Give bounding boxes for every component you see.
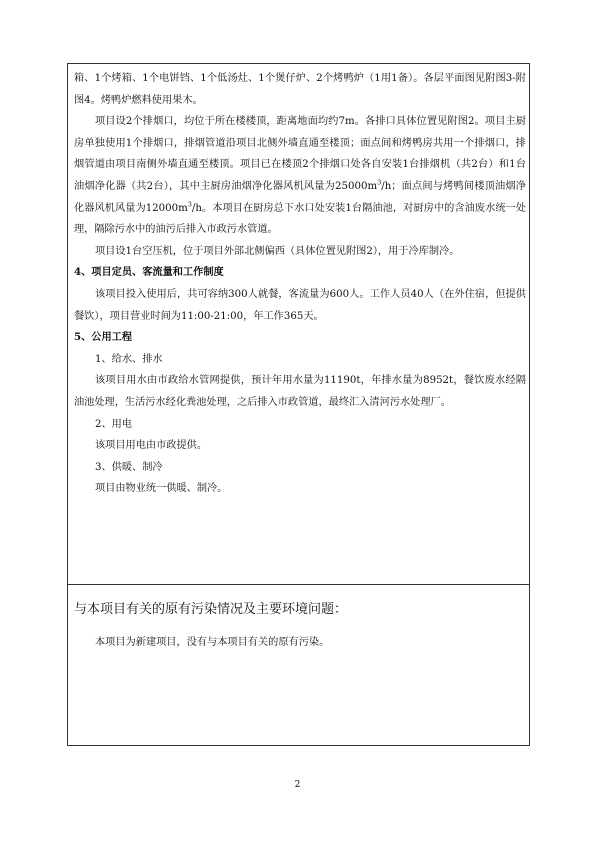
content-table bbox=[67, 63, 530, 746]
exhaust-text-c: /h。本项目在厨房总下水口处安装1台隔油池，对厨房中的含油废水统一处理，隔除污水中的油污后排入市政污水管道。 bbox=[74, 202, 526, 236]
paragraph-staffing: 该项目投入使用后，共可容纳300人就餐，客流量为600人。工作人员40人（在外住宿，但提供餐饮），项目营业时间为11:00-21:00，年工作365天。 bbox=[74, 288, 526, 322]
pollution-section-body: 本项目为新建项目，没有与本项目有关的原有污染。 bbox=[95, 637, 330, 648]
unit-superscript-1: 3 bbox=[377, 178, 382, 187]
unit-superscript-2: 3 bbox=[187, 200, 192, 209]
pollution-section-title: 与本项目有关的原有污染情况及主要环境问题： bbox=[74, 602, 348, 617]
page-number: 2 bbox=[294, 780, 301, 790]
exhaust-text-a: 项目设2个排烟口，均位于所在楼楼顶，距离地面均约7m。各排口具体位置见附图2。项目主厨房单独使用1个排烟口，排烟管道沿项目北侧外墙直通至楼顶；面点间和烤鸭房共用一个排烟口，排烟管道由项目南侧外墙直通至楼顶。项目已在楼顶2个排烟口处各自安装1台排烟机（共2台）和1台油烟净化器（共2台），其中主厨房油烟净化器风机风量为25000m bbox=[74, 116, 526, 192]
paragraph-compressor: 项目设1台空压机，位于项目外部北侧偏西（具体位置见附图2），用于冷库制冷。 bbox=[95, 245, 460, 257]
paragraph-heating: 项目由物业统一供暖、制冷。 bbox=[95, 483, 228, 495]
paragraph-electricity: 该项目用电由市政提供。 bbox=[95, 440, 208, 452]
project-description-section bbox=[74, 68, 526, 500]
subheading-water: 1、给水、排水 bbox=[95, 353, 163, 365]
heading-staffing: 4、项目定员、客流量和工作制度 bbox=[74, 266, 224, 279]
paragraph-exhaust bbox=[74, 111, 526, 241]
subheading-heating: 3、供暖、制冷 bbox=[95, 461, 163, 473]
section-divider bbox=[68, 584, 529, 585]
paragraph-water: 该项目用水由市政给水管网提供，预计年用水量为11190t，年排水量为8952t，餐饮废水经隔油池处理，生活污水经化粪池处理，之后排入市政管道，最终汇入清河污水处理厂。 bbox=[74, 375, 526, 408]
subheading-electricity: 2、用电 bbox=[95, 418, 133, 430]
exhaust-text-b: /h；面点间与烤鸭间楼顶油烟净化器风机风量为12000m bbox=[74, 180, 526, 214]
heading-utilities: 5、公用工程 bbox=[74, 331, 133, 344]
paragraph-equipment: 箱、1个烤箱、1个电饼铛、1个低汤灶、1个煲仔炉、2个烤鸭炉（1用1备）。各层平面图见附图3-附图4。烤鸭炉燃料使用果木。 bbox=[74, 73, 526, 106]
